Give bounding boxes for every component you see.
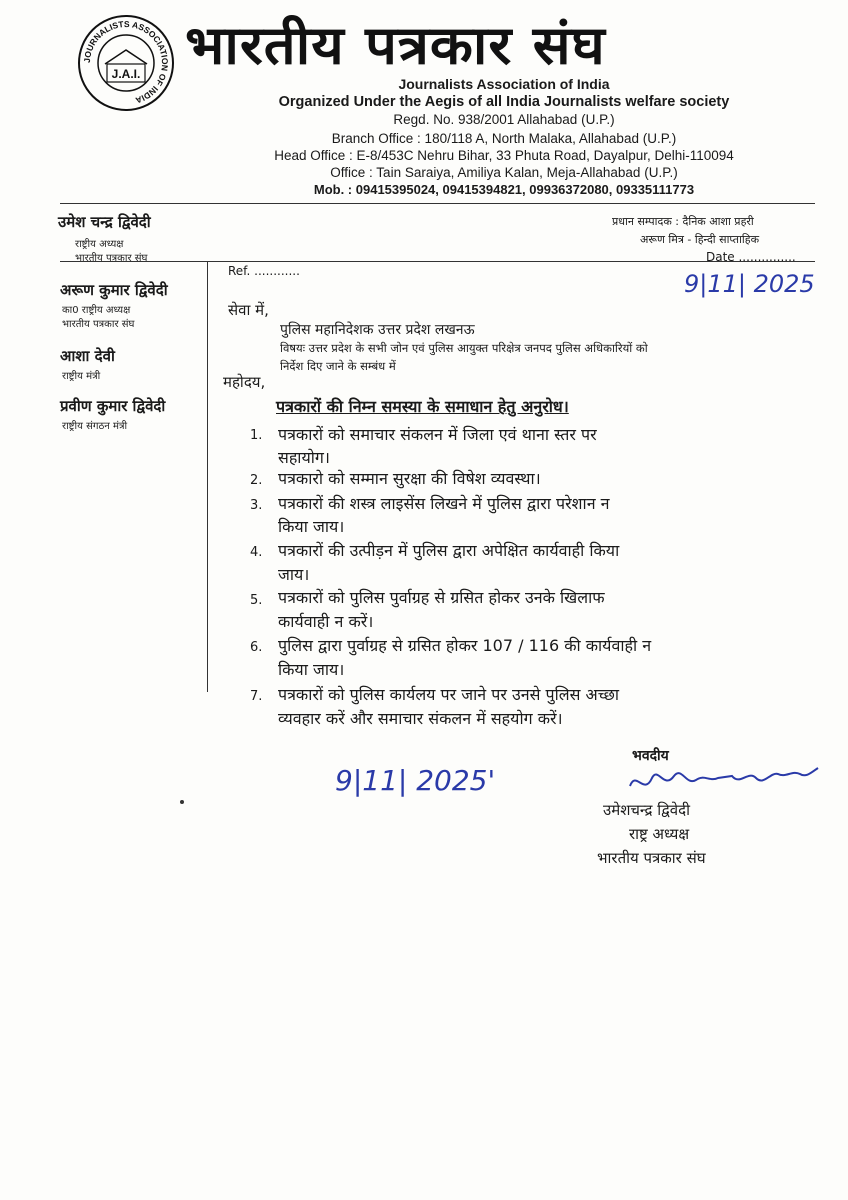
- sidebar-name-1: अरूण कुमार द्विवेदी: [60, 281, 168, 299]
- salutation-to: सेवा में,: [228, 301, 269, 319]
- item-line: व्यवहार करें और समाचार संकलन में सहयोग करें।: [278, 709, 563, 728]
- header-line-1: Journalists Association of India: [398, 76, 610, 92]
- item-number: 2.: [250, 473, 263, 488]
- header-line-5: Head Office : E-8/453C Nehru Bihar, 33 Phuta Road, Dayalpur, Delhi-110094: [274, 148, 734, 163]
- logo-ring-text: JOURNALISTS ASSOCIATION OF INDIA: [81, 18, 171, 106]
- item-number: 3.: [250, 498, 263, 513]
- president-role: राष्ट्रीय अध्यक्ष: [75, 239, 124, 250]
- item-line: किया जाय।: [278, 660, 345, 679]
- item-line: पत्रकारों की शस्त्र लाइसेंस लिखने में पुलिस द्वारा परेशान न: [278, 494, 610, 513]
- handwritten-date-top: 9|11| 2025: [684, 270, 815, 298]
- item-line: पत्रकारों की उत्पीड़न में पुलिस द्वारा अपेक्षित कार्यवाही किया: [278, 541, 620, 560]
- subject-line-2: निर्देश दिए जाने के सम्बंध में: [280, 359, 396, 373]
- item-number: 5.: [250, 593, 263, 608]
- header-line-7: Mob. : 09415395024, 09415394821, 09936372080, 09335111773: [313, 182, 695, 197]
- sidebar-divider: [207, 262, 208, 692]
- president-name: उमेश चन्द्र द्विवेदी: [58, 213, 151, 231]
- signer-name: उमेशचन्द्र द्विवेदी: [603, 801, 690, 819]
- signature-text: उमेश चन्द्र: [684, 800, 688, 801]
- handwritten-date-bottom: 9|11| 2025': [335, 764, 496, 797]
- recipient: पुलिस महानिदेशक उत्तर प्रदेश लखनऊ: [280, 322, 475, 338]
- ink-dot: [180, 800, 184, 804]
- header-line-4: Branch Office : 180/118 A, North Malaka, Allahabad (U.P.): [331, 131, 677, 146]
- sidebar-role-2: राष्ट्रीय मंत्री: [62, 371, 101, 382]
- sidebar-name-3: प्रवीण कुमार द्विवेदी: [60, 397, 166, 415]
- item-number: 7.: [250, 689, 263, 704]
- item-number: 4.: [250, 545, 263, 560]
- sidebar-role-1a: का0 राष्ट्रीय अध्यक्ष: [62, 305, 131, 316]
- item-line: किया जाय।: [278, 517, 345, 536]
- item-line: पुलिस द्वारा पुर्वाग्रह से ग्रसित होकर 107 / 116 की कार्यवाही न: [278, 636, 652, 655]
- org-title: भारतीय पत्रकार संघ: [185, 15, 606, 77]
- signer-org: भारतीय पत्रकार संघ: [597, 849, 706, 867]
- sidebar-name-2: आशा देवी: [60, 347, 115, 365]
- president-org: भारतीय पत्रकार संघ: [75, 253, 148, 264]
- editor-line-2: अरूण मित्र - हिन्दी साप्ताहिक: [640, 233, 760, 246]
- date-label: Date ...............: [706, 250, 796, 264]
- editor-line-1: प्रधान सम्पादक : दैनिक आशा प्रहरी: [612, 215, 754, 228]
- item-line: कार्यवाही न करें।: [278, 612, 374, 631]
- header-divider: [60, 203, 815, 204]
- sidebar-role-1b: भारतीय पत्रकार संघ: [62, 319, 135, 330]
- item-number: 1.: [250, 428, 263, 443]
- svg-text:JOURNALISTS ASSOCIATION OF IND: [82, 19, 170, 106]
- header-line-3: Regd. No. 938/2001 Allahabad (U.P.): [393, 112, 615, 127]
- item-number: 6.: [250, 640, 263, 655]
- item-line: पत्रकारों को पुलिस कार्यलय पर जाने पर उनसे पुलिस अच्छा: [278, 685, 619, 704]
- greeting: महोदय,: [223, 373, 266, 391]
- signer-role: राष्ट्र अध्यक्ष: [629, 825, 690, 843]
- item-line: पत्रकारों को समाचार संकलन में जिला एवं थाना स्तर पर: [278, 425, 597, 444]
- section-divider: [60, 261, 815, 262]
- item-line: पत्रकारो को सम्मान सुरक्षा की विषेश व्यवस्था।: [278, 469, 541, 488]
- header-line-2: Organized Under the Aegis of all India Journalists welfare society: [278, 94, 730, 110]
- item-line: पत्रकारों को पुलिस पुर्वाग्रह से ग्रसित होकर उनके खिलाफ: [278, 588, 605, 607]
- header-line-6: Office : Tain Saraiya, Amiliya Kalan, Meja-Allahabad (U.P.): [330, 165, 678, 180]
- closing: भवदीय: [632, 748, 669, 764]
- item-line: सहायोग।: [278, 448, 330, 467]
- ref-label: Ref. ............: [228, 264, 300, 278]
- sidebar-role-3: राष्ट्रीय संगठन मंत्री: [62, 421, 128, 432]
- letter-heading: पत्रकारों की निम्न समस्या के समाधान हेतु अनुरोध।: [276, 397, 569, 416]
- item-line: जाय।: [278, 565, 310, 584]
- logo-abbr: J.A.I.: [111, 67, 141, 81]
- subject-line-1: विषयः उत्तर प्रदेश के सभी जोन एवं पुलिस आयुक्त परिक्षेत्र जनपद पुलिस अधिकारियों को: [280, 341, 648, 355]
- signature: [624, 756, 824, 804]
